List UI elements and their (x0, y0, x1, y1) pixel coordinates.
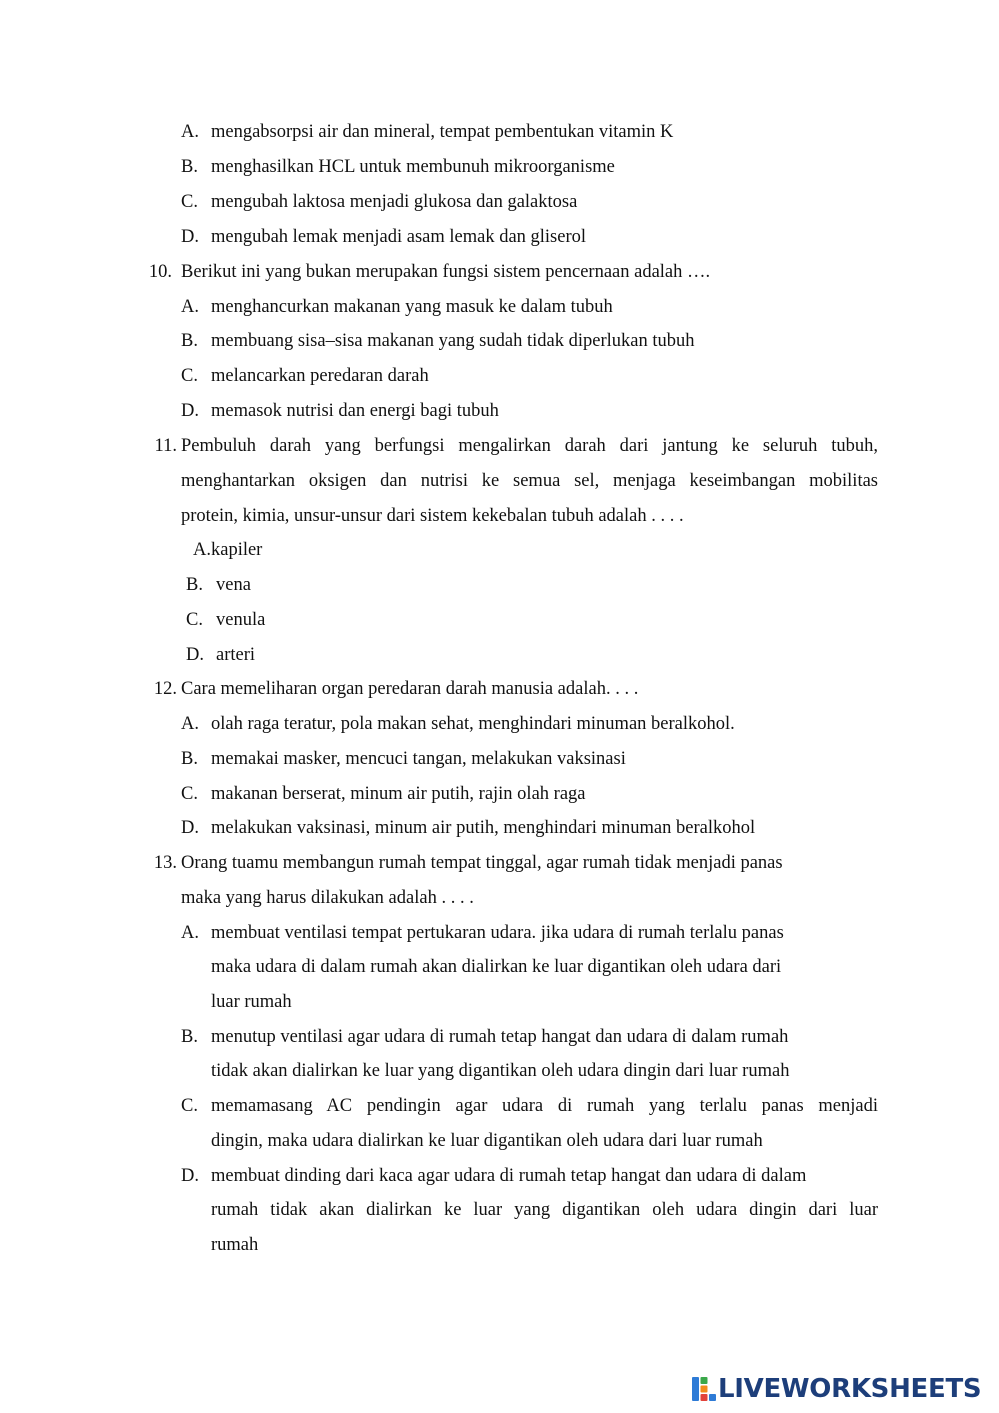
q10-number: 10. (148, 262, 172, 282)
q9-option-c: C. mengubah laktosa menjadi glukosa dan galaktosa (181, 192, 578, 212)
q12-option-c: C. makanan berserat, minum air putih, rajin olah raga (181, 784, 586, 804)
q11-question-line-2: menghantarkan oksigen dan nutrisi ke semua sel, menjaga keseimbangan mobilitas (181, 471, 878, 491)
q13-option-a-line-3: luar rumah (211, 992, 292, 1012)
q13-question-line-1: Orang tuamu membangun rumah tempat tinggal, agar rumah tidak menjadi panas (181, 853, 783, 873)
liveworksheets-logo-icon (692, 1377, 716, 1401)
q11-option-d: D. arteri (186, 645, 256, 665)
q12-number: 12. (153, 679, 177, 699)
q10-option-b: B. membuang sisa–sisa makanan yang sudah tidak diperlukan tubuh (181, 331, 695, 351)
liveworksheets-logo-text: LIVEWORKSHEETS (718, 1374, 982, 1404)
q12-option-d: D. melakukan vaksinasi, minum air putih, menghindari minuman beralkohol (181, 818, 756, 838)
q10-option-c: C. melancarkan peredaran darah (181, 366, 429, 386)
q12-option-b: B. memakai masker, mencuci tangan, melakukan vaksinasi (181, 749, 626, 769)
q13-option-c-line-2: dingin, maka udara dialirkan ke luar digantikan oleh udara dari luar rumah (211, 1131, 763, 1151)
q13-option-c-line-1: memamasang AC pendingin agar udara di rumah yang terlalu panas menjadi (211, 1096, 878, 1116)
q13-option-b-line-2: tidak akan dialirkan ke luar yang digantikan oleh udara dingin dari luar rumah (211, 1061, 790, 1081)
q10-option-d: D. memasok nutrisi dan energi bagi tubuh (181, 401, 499, 421)
q10-option-a: A. menghancurkan makanan yang masuk ke dalam tubuh (181, 297, 613, 317)
q9-option-b: B. menghasilkan HCL untuk membunuh mikroorganisme (181, 157, 615, 177)
q10-question: Berikut ini yang bukan merupakan fungsi sistem pencernaan adalah …. (181, 262, 711, 282)
q13-option-b-line-1: menutup ventilasi agar udara di rumah tetap hangat dan udara di dalam rumah (211, 1027, 789, 1047)
q12-question: Cara memeliharan organ peredaran darah manusia adalah. . . . (181, 679, 639, 699)
q11-option-a: A.kapiler (193, 540, 263, 560)
q13-option-d-line-1: membuat dinding dari kaca agar udara di rumah tetap hangat dan udara di dalam (211, 1166, 807, 1186)
q11-number: 11. (154, 436, 177, 456)
q13-question-line-2: maka yang harus dilakukan adalah . . . . (181, 888, 474, 908)
q13-option-c-label: C. (181, 1096, 198, 1116)
q12-option-a: A. olah raga teratur, pola makan sehat, menghindari minuman beralkohol. (181, 714, 735, 734)
q11-question-line-3: protein, kimia, unsur-unsur dari sistem kekebalan tubuh adalah . . . . (181, 506, 684, 526)
q11-question-line-1: Pembuluh darah yang berfungsi mengalirkan darah dari jantung ke seluruh tubuh, (181, 436, 878, 456)
q9-option-d: D. mengubah lemak menjadi asam lemak dan gliserol (181, 227, 587, 247)
liveworksheets-logo (692, 1374, 981, 1404)
q13-option-a-label: A. (181, 923, 199, 943)
q13-option-d-label: D. (181, 1166, 199, 1186)
q11-option-b: B. vena (186, 575, 251, 595)
q13-option-d-line-3: rumah (211, 1235, 259, 1255)
q9-option-a: A. mengabsorpsi air dan mineral, tempat pembentukan vitamin K (181, 122, 674, 142)
q13-option-a-line-1: membuat ventilasi tempat pertukaran udara. jika udara di rumah terlalu panas (211, 923, 784, 943)
q13-number: 13. (153, 853, 177, 873)
q11-option-c: C. venula (186, 610, 266, 630)
q13-option-a-line-2: maka udara di dalam rumah akan dialirkan ke luar digantikan oleh udara dari (211, 957, 782, 977)
q13-option-d-line-2: rumah tidak akan dialirkan ke luar yang digantikan oleh udara dingin dari luar (211, 1200, 878, 1220)
q13-option-b-label: B. (181, 1027, 198, 1047)
